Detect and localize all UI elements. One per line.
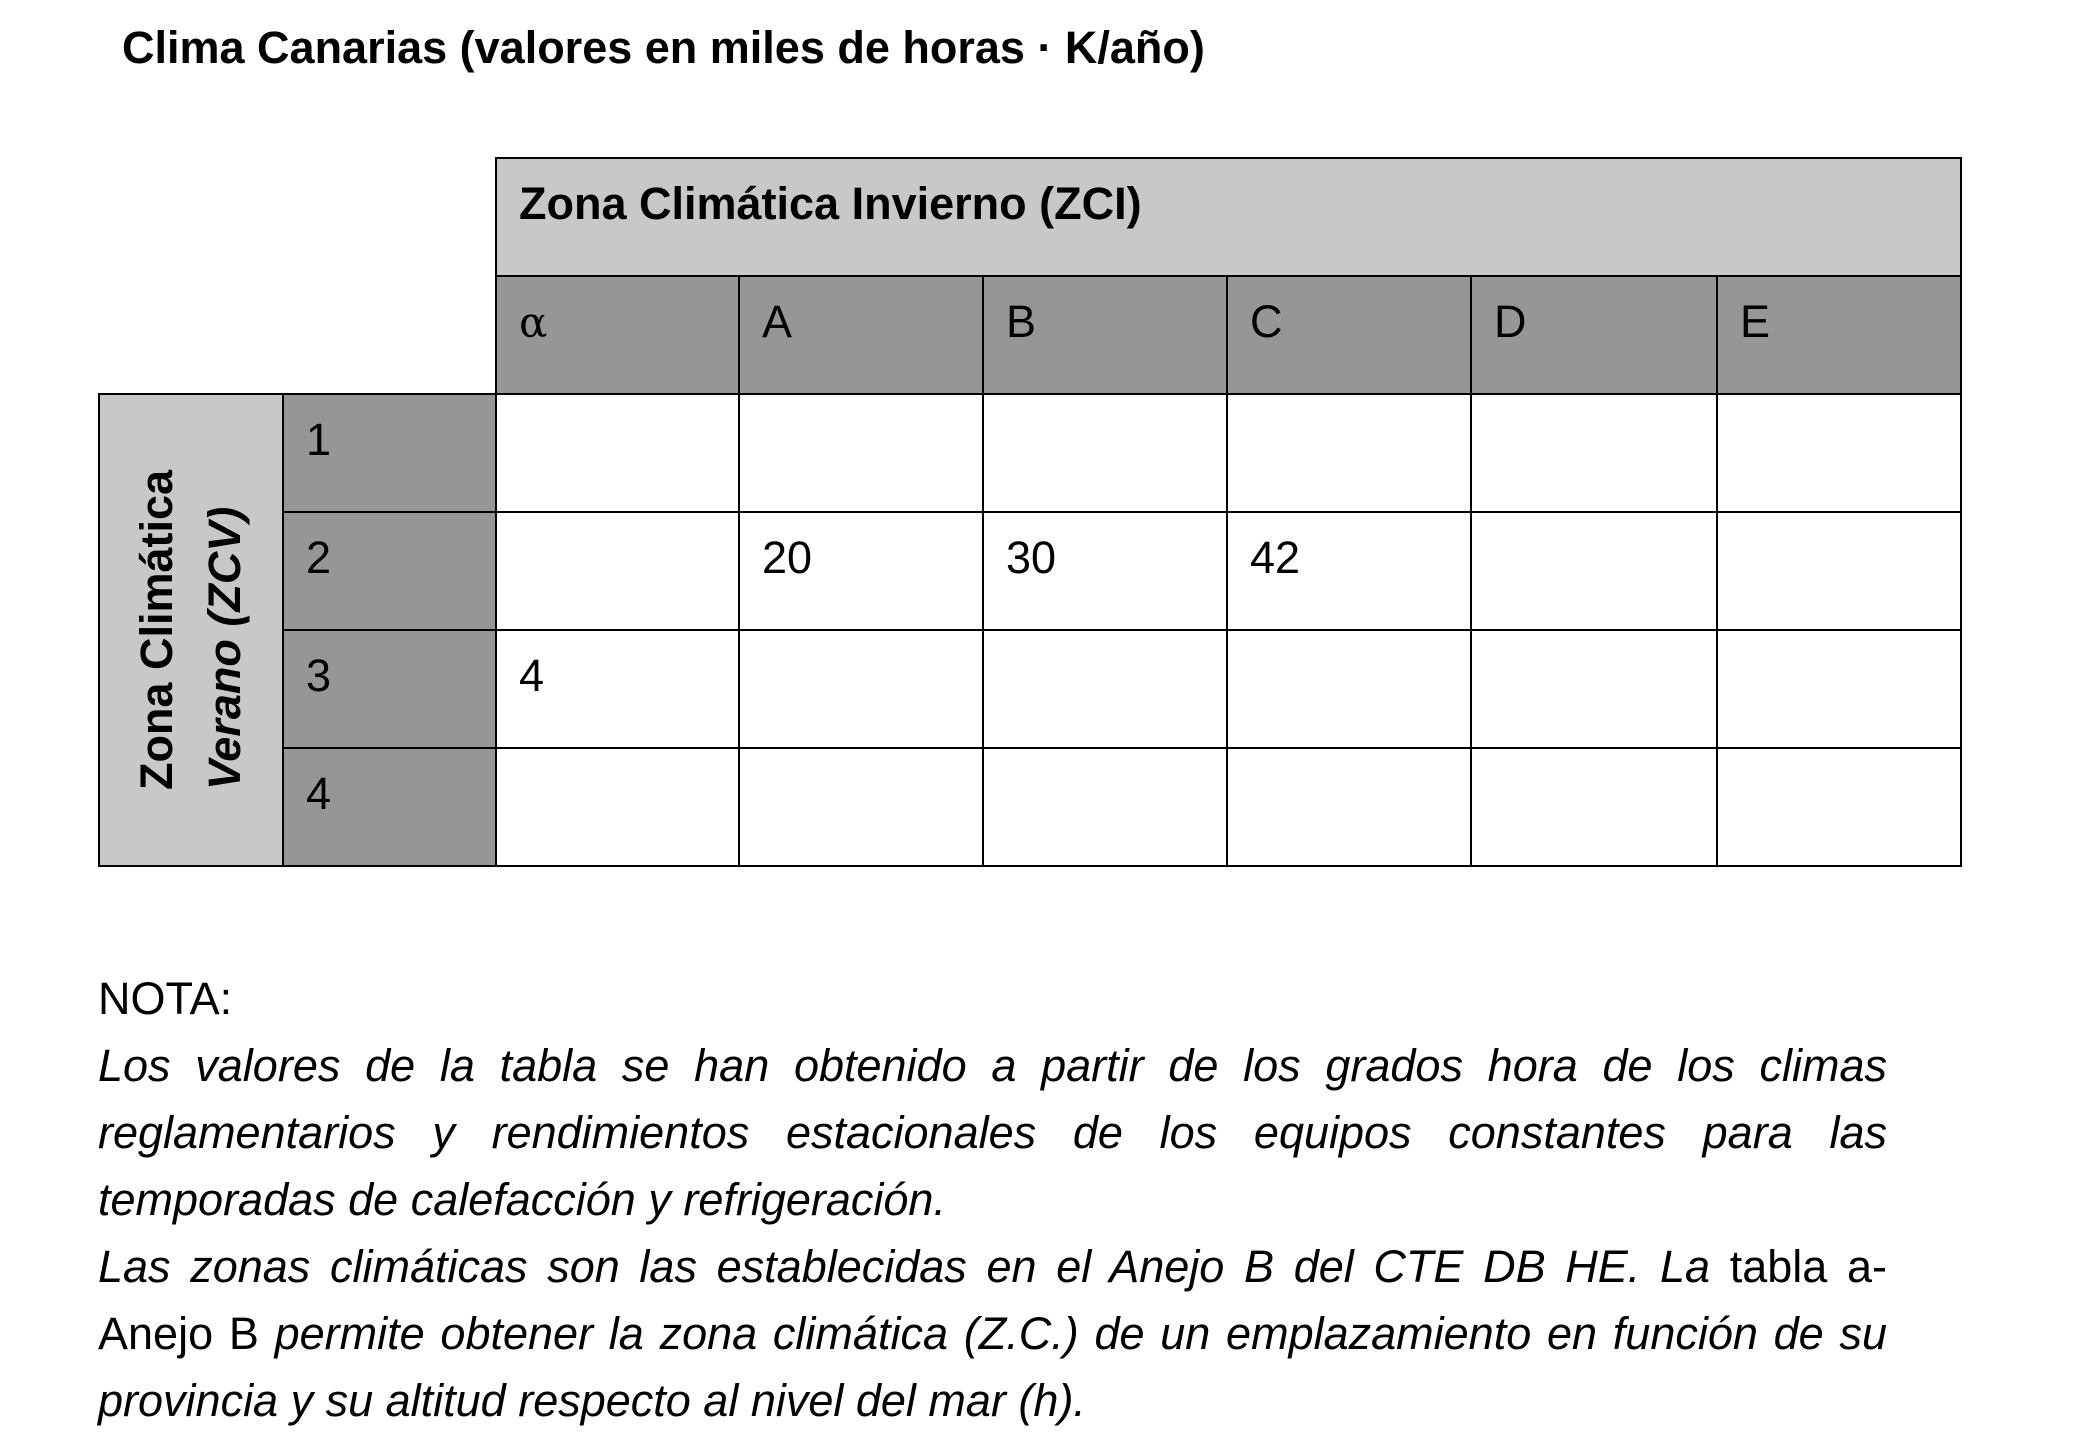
column-header-b: B bbox=[983, 276, 1227, 394]
cell bbox=[1471, 512, 1717, 630]
table-row bbox=[99, 512, 1961, 630]
zcv-label-line1: Zona Climática bbox=[131, 469, 182, 791]
cell bbox=[739, 394, 983, 512]
note-paragraph-1: Los valores de la tabla se han obtenido a partir de los grados hora de los climas reglamentarios y rendimientos estacionales de los equipos constantes para las temporadas de calefacción y refrigeración. bbox=[98, 1040, 1887, 1225]
cell bbox=[1227, 748, 1471, 866]
row-header-2: 2 bbox=[283, 512, 496, 630]
column-header-d: D bbox=[1471, 276, 1717, 394]
note-paragraph-2 bbox=[98, 1233, 1887, 1434]
cell bbox=[1471, 748, 1717, 866]
note-paragraph-2-part-b: tabla a-Anejo B bbox=[98, 1241, 1887, 1359]
table-row bbox=[99, 630, 1961, 748]
column-header-row bbox=[99, 276, 1961, 394]
cell bbox=[983, 630, 1227, 748]
cell bbox=[983, 748, 1227, 866]
note-section bbox=[98, 965, 1887, 1434]
row-header-3: 3 bbox=[283, 630, 496, 748]
cell bbox=[739, 630, 983, 748]
cell: 20 bbox=[739, 512, 983, 630]
column-header-c: C bbox=[1227, 276, 1471, 394]
climate-table bbox=[98, 157, 1962, 867]
zcv-label bbox=[99, 394, 283, 866]
cell: 4 bbox=[496, 630, 739, 748]
zci-header-row bbox=[99, 158, 1961, 276]
cell bbox=[983, 394, 1227, 512]
column-header-e: E bbox=[1717, 276, 1961, 394]
column-header-a: A bbox=[739, 276, 983, 394]
cell bbox=[1717, 512, 1961, 630]
cell bbox=[1717, 394, 1961, 512]
column-header-alpha: α bbox=[496, 276, 739, 394]
empty-corner bbox=[99, 158, 496, 276]
cell bbox=[1471, 630, 1717, 748]
row-header-1: 1 bbox=[283, 394, 496, 512]
zcv-label-line2: Verano (ZCV) bbox=[199, 506, 250, 791]
cell bbox=[1471, 394, 1717, 512]
empty-corner bbox=[99, 276, 496, 394]
row-header-4: 4 bbox=[283, 748, 496, 866]
page-title: Clima Canarias (valores en miles de horas · K/año) bbox=[122, 22, 1205, 73]
zci-header: Zona Climática Invierno (ZCI) bbox=[496, 158, 1961, 276]
note-paragraph-2-part-a: Las zonas climáticas son las establecidas en el Anejo B del CTE DB HE. La bbox=[98, 1241, 1711, 1292]
cell bbox=[1717, 630, 1961, 748]
cell bbox=[496, 748, 739, 866]
table-row bbox=[99, 394, 1961, 512]
cell bbox=[496, 394, 739, 512]
cell bbox=[739, 748, 983, 866]
note-paragraph-2-part-c: permite obtener la zona climática (Z.C.) de un emplazamiento en función de su provincia y su altitud respecto al nivel del mar (h). bbox=[98, 1308, 1887, 1426]
cell bbox=[1717, 748, 1961, 866]
cell: 42 bbox=[1227, 512, 1471, 630]
cell bbox=[496, 512, 739, 630]
cell: 30 bbox=[983, 512, 1227, 630]
cell bbox=[1227, 630, 1471, 748]
note-heading: NOTA: bbox=[98, 973, 233, 1024]
table-row bbox=[99, 748, 1961, 866]
cell bbox=[1227, 394, 1471, 512]
